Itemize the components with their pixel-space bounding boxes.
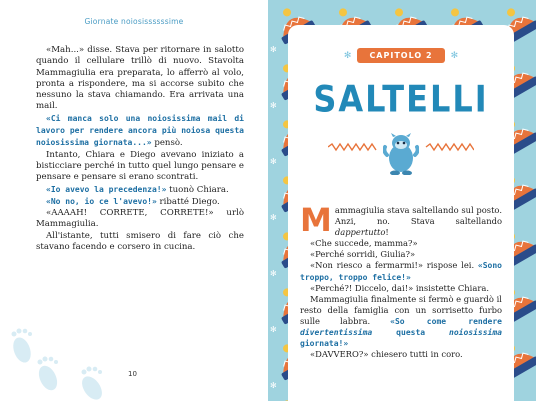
left-body-text bbox=[36, 45, 244, 253]
paragraph bbox=[36, 184, 244, 196]
paragraph: Intanto, Chiara e Diego avevano iniziato a bisticciare perché in tutto quel lungo pensare e pensare e pensare si erano scontrati. bbox=[36, 149, 244, 183]
right-page bbox=[268, 0, 536, 401]
paragraph-tail: pensò. bbox=[151, 138, 183, 149]
highlighted-dialogue: «Io avevo la precedenza!» bbox=[46, 184, 167, 194]
highlighted-dialogue: «Sono troppo, troppo felice!» bbox=[300, 261, 502, 282]
chapter-title: SALTELLI bbox=[313, 77, 489, 121]
snowflake-icon: ✻ bbox=[450, 51, 459, 61]
chapter-panel bbox=[288, 25, 514, 401]
highlighted-dialogue: «So come rendere bbox=[390, 316, 502, 326]
highlighted-dialogue: questa bbox=[372, 328, 450, 338]
highlighted-dialogue: «No no, io ce l'avevo!» bbox=[46, 196, 157, 206]
paragraph: «DAVVERO?» chiesero tutti in coro. bbox=[310, 349, 463, 360]
paragraph bbox=[300, 260, 502, 282]
paragraph: «Mah...» disse. Stava per ritornare in salotto quando il cellulare trillò di nuovo. Stavolta Mammagiulia era preparata, lo afferrò al volo, pronta a rispondere, ma si accorse subito che nessuno la stava chiamando. Era arrivata una mail. bbox=[36, 45, 244, 112]
paragraph bbox=[36, 113, 244, 150]
highlighted-italic: divertentissima bbox=[300, 328, 373, 338]
highlighted-thought: «Ci manca solo una noiosissima mail di lavoro per rendere ancora più noiosa questa noiosissima giornata...» bbox=[36, 113, 244, 148]
footprints-decoration bbox=[0, 300, 120, 401]
paragraph-text: Mammagiulia finalmente si fermò e guardò il resto della famiglia con un sorrisetto furbo sulle labbra. bbox=[300, 293, 502, 326]
paragraph: «Perché sorridi, Giulia?» bbox=[310, 249, 416, 260]
paragraph-tail: tuonò Chiara. bbox=[166, 184, 229, 195]
highlighted-dialogue: giornata!» bbox=[300, 339, 349, 349]
right-body-text bbox=[300, 201, 502, 360]
chapter-label-row bbox=[288, 43, 514, 63]
paragraph: «Che succede, mamma?» bbox=[310, 238, 418, 249]
paragraph-tail: ribatté Diego. bbox=[156, 196, 220, 207]
page-number: 10 bbox=[128, 370, 137, 378]
italic-text: dappertutto bbox=[334, 227, 386, 238]
snowflake-icon: ✻ bbox=[343, 51, 352, 61]
paragraph-text: ! bbox=[385, 227, 389, 238]
paragraph bbox=[36, 196, 244, 208]
paragraph: «Perché?! Diccelo, dai!» insistette Chiara. bbox=[310, 282, 490, 293]
highlighted-italic: noiosissima bbox=[449, 328, 502, 338]
chapter-label: CAPITOLO 2 bbox=[357, 48, 444, 63]
paragraph-text: «Non riesco a fermarmi!» rispose lei. bbox=[310, 260, 478, 271]
running-head: Giornate noiosissssssime bbox=[84, 17, 184, 26]
paragraph bbox=[300, 294, 502, 349]
paragraph bbox=[300, 201, 502, 239]
paragraph: «AAAAH! CORRETE, CORRETE!» urlò Mammagiulia. bbox=[36, 208, 244, 230]
paragraph-text: ammagiulia stava saltellando sul posto. Anzi, no. Stava saltellando bbox=[334, 205, 502, 227]
paragraph: All'istante, tutti smisero di fare ciò che stavano facendo e corsero in cucina. bbox=[36, 230, 244, 253]
mascot-yeti-icon bbox=[383, 133, 419, 175]
drop-cap: M bbox=[300, 201, 332, 239]
